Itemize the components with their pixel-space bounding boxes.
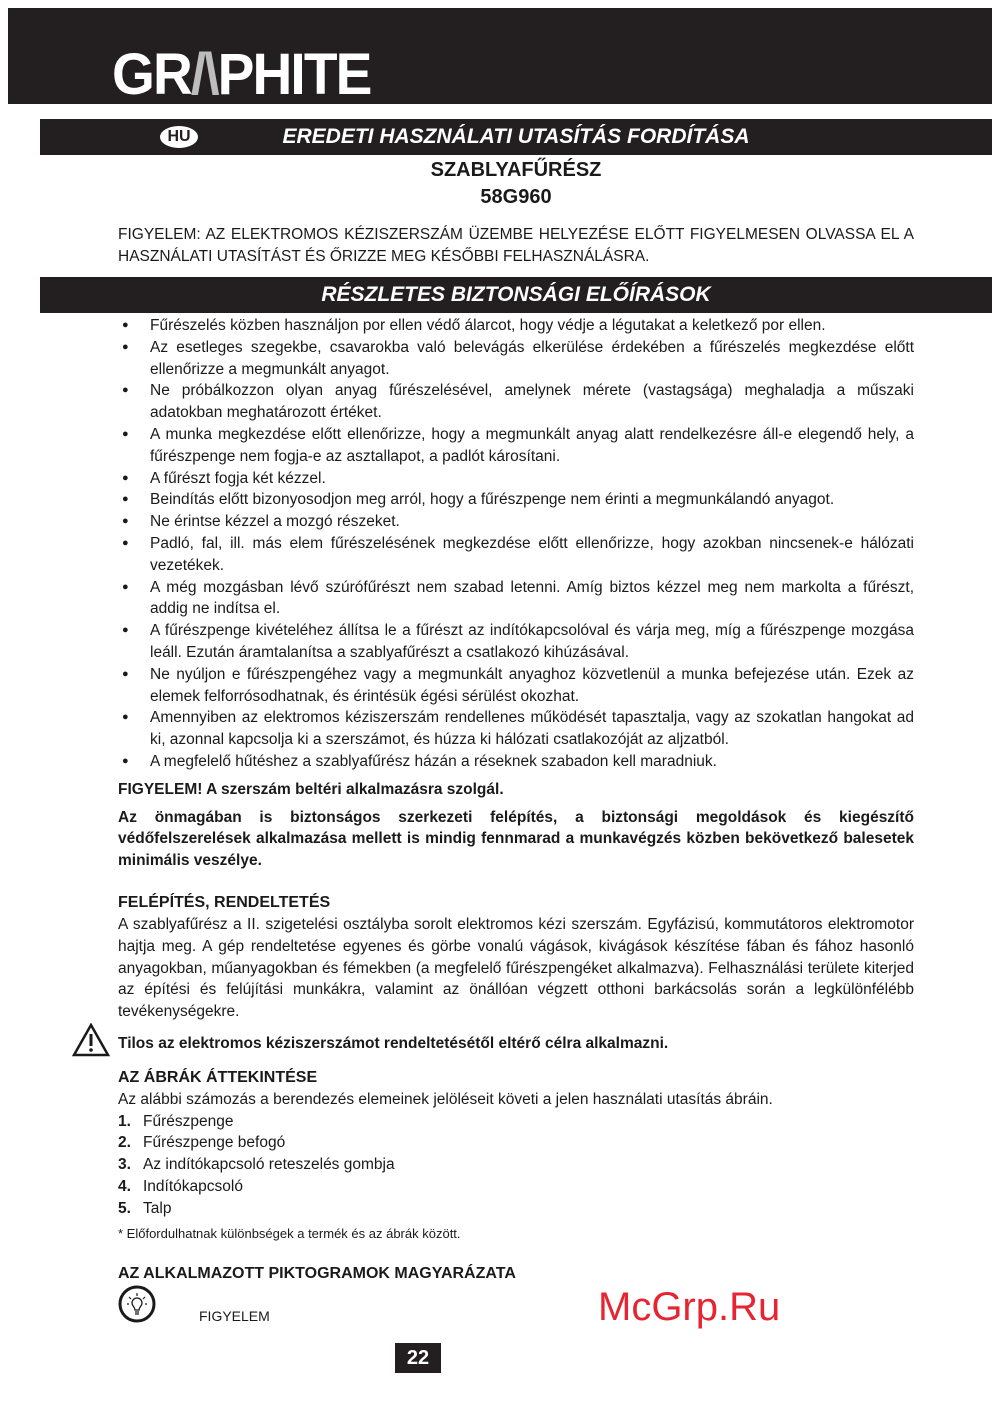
item-label: Fűrészpenge	[143, 1112, 234, 1130]
list-item	[118, 1198, 914, 1220]
list-item: ● Az esetleges szegekbe, csavarokba való belevágás elkerülése érdekében a fűrészelés megkezdése előtt ellenőrizze a megmunkált anyagot.	[118, 337, 914, 381]
figures-list	[118, 1111, 914, 1220]
item-label: Talp	[143, 1199, 172, 1217]
list-item: ● Padló, fal, ill. más elem fűrészelésének megkezdése előtt ellenőrizze, hogy azokban nincsenek-e hálózati vezetékek.	[118, 533, 914, 577]
item-number: 4.	[118, 1177, 131, 1195]
list-item: ● Ne nyúljon e fűrészpengéhez vagy a megmunkált anyaghoz közvetlenül a munka befejezése után. Ezek az elemek felforrósodhatnak, és érintésük égési sérülést okozhat.	[118, 664, 914, 708]
warning-triangle-icon	[72, 1023, 110, 1057]
list-item: ● A fűrészt fogja két kézzel.	[118, 468, 914, 490]
safety-list	[118, 315, 914, 773]
product-model: 58G960	[480, 186, 552, 208]
pictogram-label: FIGYELEM	[199, 1308, 270, 1325]
list-item	[118, 1111, 914, 1133]
construction-title: FELÉPÍTÉS, RENDELTETÉS	[118, 893, 331, 911]
prohibited-row	[118, 1033, 914, 1055]
safety-title: RÉSZLETES BIZTONSÁGI ELŐÍRÁSOK	[321, 283, 711, 306]
indoor-note: FIGYELEM! A szerszám beltéri alkalmazásra szolgál.	[118, 780, 504, 798]
safety-section	[118, 0, 914, 1393]
item-label: Fűrészpenge befogó	[143, 1134, 286, 1152]
item-number: 1.	[118, 1112, 131, 1130]
list-item: ● A munka megkezdése előtt ellenőrizze, hogy a megmunkált anyag alatt rendelkezésre áll-e elegendő hely, a fűrészpenge nem fogja-e az asztallapot, a padlót károsítani.	[118, 424, 914, 468]
item-number: 3.	[118, 1156, 131, 1174]
pictograms-title: AZ ALKALMAZOTT PIKTOGRAMOK MAGYARÁZATA	[118, 1265, 516, 1283]
list-item	[118, 1154, 914, 1176]
figures-title: AZ ÁBRÁK ÁTTEKINTÉSE	[118, 1068, 318, 1086]
item-number: 2.	[118, 1134, 131, 1152]
item-number: 5.	[118, 1199, 131, 1217]
document-title: EREDETI HASZNÁLATI UTASÍTÁS FORDÍTÁSA	[282, 125, 750, 148]
list-item	[118, 1176, 914, 1198]
list-item: ● Beindítás előtt bizonyosodjon meg arról, hogy a fűrészpenge nem érinti a megmunkálandó anyagot.	[118, 489, 914, 511]
lightbulb-icon	[118, 1285, 156, 1323]
list-item: ● A még mozgásban lévő szúrófűrészt nem szabad letenni. Amíg biztos kézzel meg nem markolta a fűrészt, addig ne indítsa el.	[118, 577, 914, 621]
list-item: ● Ne próbálkozzon olyan anyag fűrészelésével, amelynek mérete (vastagsága) meghaladja a műszaki adatokban meghatározott értéket.	[118, 380, 914, 424]
item-label: Indítókapcsoló	[143, 1177, 243, 1195]
graphite-logo: GR/\PHITE	[112, 42, 371, 107]
page-number: 22	[395, 1343, 441, 1373]
pictogram-row	[118, 1285, 914, 1329]
intro-warning: FIGYELEM: AZ ELEKTROMOS KÉZISZERSZÁM ÜZEMBE HELYEZÉSE ELŐTT FIGYELMESEN OLVASSA EL A HASZNÁLATI UTASÍTÁST ÉS ŐRIZZE MEG KÉSŐBBI FELHASZNÁLÁSRA.	[118, 226, 914, 265]
residual-risk: Az önmagában is biztonságos szerkezeti felépítés, a biztonsági megoldások és kiegészítő védőfelszerelések alkalmazása mellett is mindig fennmarad a munkavégzés közben bekövetkező balesetek minimális veszélye.	[118, 808, 914, 870]
watermark: McGrp.Ru	[598, 1285, 781, 1330]
item-label: Az indítókapcsoló reteszelés gombja	[143, 1156, 395, 1174]
figures-intro: Az alábbi számozás a berendezés elemeinek jelöléseit követi a jelen használati utasítás ábráin.	[118, 1090, 773, 1108]
list-item: ● A megfelelő hűtéshez a szablyafűrész házán a réseknek szabadon kell maradniuk.	[118, 751, 914, 773]
lang-badge: HU	[160, 126, 198, 148]
prohibited-note: Tilos az elektromos kéziszerszámot rendeltetésétől eltérő célra alkalmazni.	[118, 1034, 669, 1052]
list-item: ● Amennyiben az elektromos kéziszerszám rendellenes működését tapasztalja, vagy az szokatlan hangokat ad ki, azonnal kapcsolja ki a szerszámot, és húzza ki hálózati csatlakozóját az aljzatból.	[118, 707, 914, 751]
list-item: ● Ne érintse kézzel a mozgó részeket.	[118, 511, 914, 533]
product-name: SZABLYAFŰRÉSZ	[430, 159, 602, 181]
list-item	[118, 1132, 914, 1154]
list-item: ● A fűrészpenge kivételéhez állítsa le a fűrészt az indítókapcsolóval és várja meg, míg a fűrészpenge mozgása leáll. Ezután áramtalanítsa a szablyafűrészt a csatlakozó kihúzásával.	[118, 620, 914, 664]
figures-footnote: * Előfordulhatnak különbségek a termék és az ábrák között.	[118, 1226, 461, 1242]
construction-text: A szablyafűrész a II. szigetelési osztályba sorolt elektromos kézi szerszám. Egyfázisú, kommutátoros elektromotor hajtja meg. A gép rendeltetése egyenes és görbe vonalú vágások, kivágások készítése fában és fához hasonló anyagokban, műanyagokban és fémekben (a megfelelő fűrészpengéket alkalmazva). Felhasználási területe kiterjed az építési és felújítási munkákra, valamint az önállóan végzett otthoni barkácsolás során a legkülönfélébb tevékenységekre.	[118, 915, 914, 1021]
list-item: ● Fűrészelés közben használjon por ellen védő álarcot, hogy védje a légutakat a keletkező por ellen.	[118, 315, 914, 337]
